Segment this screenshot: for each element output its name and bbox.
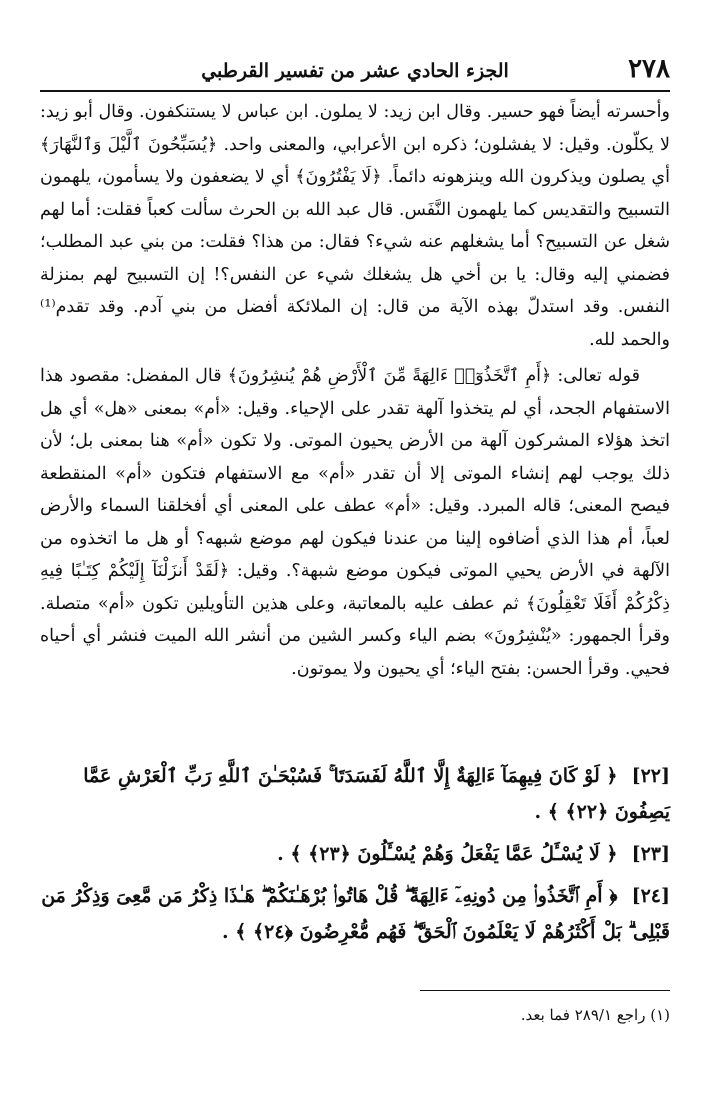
verse-text: ﴿ لَوْ كَانَ فِيهِمَآ ءَالِهَةٌ إِلَّا ٱللَّهُ لَفَسَدَتَا ۚ فَسُبْحَـٰنَ ٱللَّهِ رَبِّ ٱلْعَرْشِ عَمَّا يَصِفُونَ ﴿٢٢﴾ ﴾ . bbox=[83, 765, 670, 823]
paragraph: وأحسرته أيضاً فهو حسير. وقال ابن زيد: لا يملون. ابن عباس لا يستنكفون. وقال أبو زيد: لا يكلّون. وقيل: لا يفشلون؛ ذكره ابن الأعرابي، والمعنى واحد. ﴿يُسَبِّحُونَ ٱلَّيْلَ وَٱلنَّهَارَ﴾ أي يصلون ويذكرون الله وينزهونه دائماً. ﴿لَا يَفْتُرُونَ﴾ أي لا يضعفون ولا يسأمون، يلهمون التسبيح والتقديس كما يلهمون النَّفَس. قال عبد الله بن الحرث سألت كعباً فقلت: أما لهم شغل عن التسبيح؟ أما يشغلهم عنه شيء؟ فقال: من هذا؟ فقلت: من بني عبد المطلب؛ فضمني إليه وقال: يا بن أخي هل يشغلك شيء عن النفس؟! إن التسبيح لهم بمنزلة النفس. وقد استدلّ بهذه الآية من قال: إن الملائكة أفضل من بني آدم. وقد تقدم⁽¹⁾ والحمد لله. bbox=[40, 102, 670, 350]
verse-number: [٢٤] bbox=[631, 885, 670, 907]
running-head: الجزء الحادي عشر من تفسير القرطبي bbox=[201, 60, 509, 82]
page-header bbox=[40, 54, 670, 92]
verse-text: ﴿ لَا يُسْـَٔلُ عَمَّا يَفْعَلُ وَهُمْ يُسْـَٔلُونَ ﴿٢٣﴾ ﴾ . bbox=[277, 843, 618, 865]
paragraph: قوله تعالى: ﴿أَمِ ٱتَّخَذُوٓا۟ ءَالِهَةً مِّنَ ٱلْأَرْضِ هُمْ يُنشِرُونَ﴾ قال المفضل: مقصود هذا الاستفهام الجحد، أي لم يتخذوا آلهة تقدر على الإحياء. وقيل: «أم» بمعنى «هل» أي هل اتخذ هؤلاء المشركون آلهة من الأرض يحيون الموتى. ولا تكون «أم» هنا بمعنى بل؛ لأن ذلك يوجب لهم إنشاء الموتى إلا أن تقدر «أم» مع الاستفهام فتكون «أم» المنقطعة فيصح المعنى؛ قاله المبرد. وقيل: «أم» عطف على المعنى أي أفخلقنا السماء والأرض لعباً، أم هذا الذي أضافوه إلينا من عندنا فيكون لهم موضع شبهه؟ أو هل ما اتخذوه من الآلهة في الأرض يحيي الموتى فيكون موضع شبهة؟. وقيل: ﴿لَقَدْ أَنزَلْنَآ إِلَيْكُمْ كِتَـٰبًا فِيهِ ذِكْرُكُمْ أَفَلَا تَعْقِلُونَ﴾ ثم عطف عليه بالمعاتبة، وعلى هذين التأويلين تكون «أم» متصلة. وقرأ الجمهور: «يُنْشِرُونَ» بضم الياء وكسر الشين من أنشر الله الميت فنشر أي أحياه فحيي. وقرأ الحسن: بفتح الياء؛ أي يحيون ولا يموتون. bbox=[40, 366, 670, 679]
verse-line bbox=[40, 758, 670, 830]
commentary-text bbox=[40, 96, 670, 685]
verse-number: [٢٣] bbox=[631, 843, 670, 865]
verse-line bbox=[40, 878, 670, 950]
verse-number: [٢٢] bbox=[631, 765, 670, 787]
footnote-divider bbox=[420, 990, 670, 991]
footnote: (١) راجع ٢٨٩/١ فما بعد. bbox=[520, 1006, 670, 1024]
verse-block bbox=[40, 758, 670, 956]
verse-text: ﴿ أَمِ ٱتَّخَذُوا۟ مِن دُونِهِۦٓ ءَالِهَةً ۖ قُلْ هَاتُوا۟ بُرْهَـٰنَكُمْ ۖ هَـٰذَا ذِكْرُ مَن مَّعِىَ وَذِكْرُ مَن قَبْلِى ۗ بَلْ أَكْثَرُهُمْ لَا يَعْلَمُونَ ٱلْحَقَّ ۖ فَهُم مُّعْرِضُونَ ﴿٢٤﴾ ﴾ . bbox=[41, 885, 670, 943]
verse-line bbox=[40, 836, 670, 872]
page-number: ٢٧٨ bbox=[628, 54, 670, 84]
